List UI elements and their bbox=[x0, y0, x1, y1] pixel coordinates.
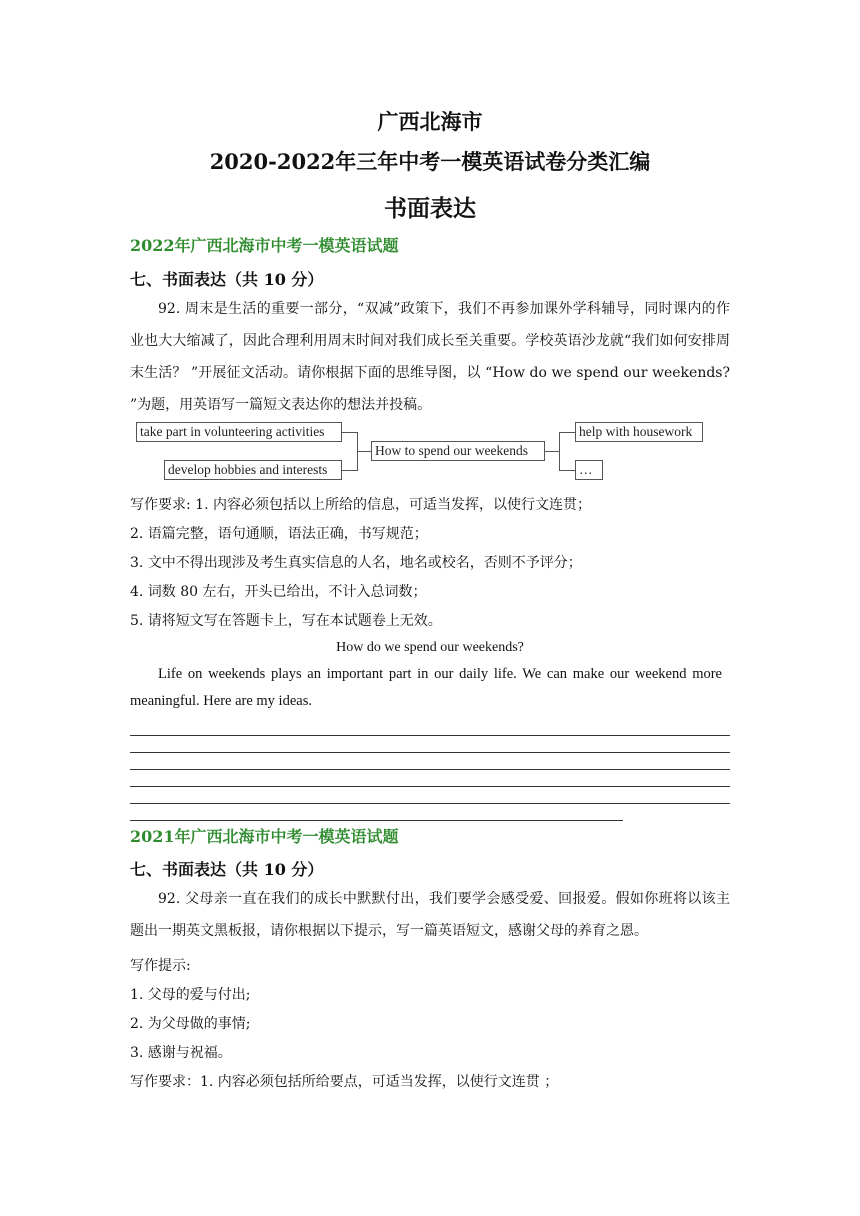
mindmap-connector bbox=[357, 451, 371, 452]
answer-line bbox=[130, 803, 730, 804]
section-2021-prompt: 92. 父母亲一直在我们的成长中默默付出，我们要学会感受爱、回报爱。假如你班将以该主题出一期英文黑板报，请你根据以下提示，写一篇英语短文，感谢父母的养育之恩。 bbox=[130, 891, 730, 939]
mindmap-node-volunteering: take part in volunteering activities bbox=[136, 422, 342, 442]
requirement-line: 写作要求: 1. 内容必须包括以上所给的信息，可适当发挥，以使行文连贯； bbox=[130, 497, 591, 513]
section-2021-title: 2021年广西北海市中考一模英语试题 bbox=[130, 827, 399, 846]
section-2022-part-heading: 七、书面表达（共 10 分） bbox=[130, 270, 324, 289]
requirement-line: 5. 请将短文写在答题卡上，写在本试题卷上无效。 bbox=[130, 613, 442, 629]
doc-title-city: 广西北海市 bbox=[377, 109, 483, 134]
hint-line: 3. 感谢与祝福。 bbox=[130, 1045, 232, 1061]
mindmap-connector bbox=[342, 432, 358, 433]
answer-line bbox=[130, 820, 623, 821]
requirement-line: 写作要求：1. 内容必须包括所给要点，可适当发挥，以使行文连贯 ； bbox=[130, 1074, 559, 1090]
mindmap-connector bbox=[545, 451, 559, 452]
mindmap-node-housework: help with housework bbox=[575, 422, 703, 442]
answer-line bbox=[130, 752, 730, 753]
hint-line: 2. 为父母做的事情; bbox=[130, 1016, 251, 1032]
section-2022-title: 2022年广西北海市中考一模英语试题 bbox=[130, 236, 399, 255]
answer-line bbox=[130, 786, 730, 787]
mindmap-connector bbox=[559, 470, 575, 471]
essay-title: How do we spend our weekends? bbox=[336, 640, 524, 655]
answer-line bbox=[130, 769, 730, 770]
essay-opening: Life on weekends plays an important part in our daily life. We can make our weekend more meaningful. Here are my ideas. bbox=[130, 666, 722, 709]
requirement-line: 4. 词数 80 左右，开头已给出，不计入总词数； bbox=[130, 584, 427, 600]
section-2021-part-heading: 七、书面表达（共 10 分） bbox=[130, 860, 324, 879]
mindmap-node-hobbies: develop hobbies and interests bbox=[164, 460, 342, 480]
mindmap-node-center: How to spend our weekends bbox=[371, 441, 545, 461]
section-2022-prompt: 92. 周末是生活的重要一部分，“双减”政策下，我们不再参加课外学科辅导，同时课内的作业也大大缩减了，因此合理利用周末时间对我们成长至关重要。学校英语沙龙就“我们如何安排周末生活？ ”开展征文活动。请你根据下面的思维导图，以 “How do we spend our weekends? ”为题，用英语写一篇短文表达你的想法并投稿。 bbox=[130, 301, 730, 413]
requirement-line: 3. 文中不得出现涉及考生真实信息的人名，地名或校名，否则不予评分； bbox=[130, 555, 582, 571]
requirement-line: 2. 语篇完整，语句通顺，语法正确，书写规范； bbox=[130, 526, 428, 542]
doc-title-topic: 书面表达 bbox=[384, 195, 476, 222]
mindmap-connector bbox=[342, 470, 358, 471]
hints-label: 写作提示: bbox=[130, 958, 191, 974]
mindmap-connector bbox=[559, 432, 575, 433]
mindmap-node-more: … bbox=[575, 460, 603, 480]
doc-title-collection: 2020-2022年三年中考一模英语试卷分类汇编 bbox=[209, 149, 651, 174]
hint-line: 1. 父母的爱与付出; bbox=[130, 987, 251, 1003]
answer-line bbox=[130, 735, 730, 736]
mindmap-connector bbox=[559, 432, 560, 471]
